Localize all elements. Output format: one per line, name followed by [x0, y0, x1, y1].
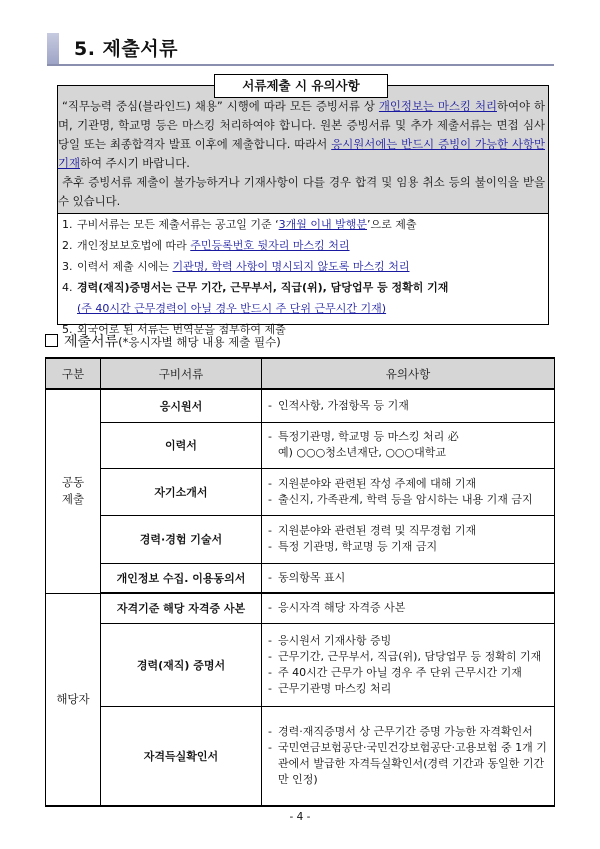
note-line: - 응시원서 기재사항 증빙: [268, 633, 392, 647]
doc-notes: [262, 623, 555, 706]
doc-name: 경력·경험 기술서: [101, 515, 262, 563]
header-notes: 유의사항: [262, 358, 555, 389]
notice-highlight-masking: 개인정보는 마스킹 처리: [378, 99, 497, 113]
notice-text: 하여 주시기 바랍니다.: [80, 156, 190, 170]
doc-notes: [262, 593, 555, 623]
rules-list: [62, 214, 547, 340]
note-line: - 특정기관명, 학교명 등 마스킹 처리 必: [268, 430, 459, 443]
doc-name: 자격기준 해당 자격증 사본: [101, 593, 262, 623]
rule-highlight: 주민등록번호 뒷자리 마스킹 처리: [190, 239, 350, 252]
table-row: [46, 422, 555, 468]
table-row: [46, 593, 555, 623]
table-row: [46, 706, 555, 806]
note-text: 근무기관명 마스킹 처리: [278, 681, 392, 695]
note-line: - 근무기관명 마스킹 처리: [268, 681, 392, 695]
note-text: 출신지, 가족관계, 학력 등을 암시하는 내용 기재 금지: [278, 492, 533, 506]
docs-title: 제출서류: [64, 334, 119, 350]
notice-paragraph-2: [58, 173, 545, 211]
rule-text: ’으로 제출: [367, 218, 417, 231]
table-row: [46, 515, 555, 563]
rule-highlight: (주 40시간 근무경력이 아닐 경우 반드시 주 단위 근무시간 기재): [77, 302, 387, 315]
note-text: 특정 기관명, 학교명 등 기재 금지: [278, 540, 438, 553]
note-text: 동의항목 표시: [278, 570, 346, 584]
rule-number: 4.: [62, 281, 73, 294]
note-line: - 응시자격 해당 자격증 사본: [268, 601, 406, 615]
note-line: - 출신지, 가족관계, 학력 등을 암시하는 내용 기재 금지: [268, 492, 533, 506]
note-text: 경력·재직증명서 상 근무기간 증명 가능한 자격확인서: [278, 724, 533, 738]
docs-subheader: [45, 331, 281, 351]
doc-notes: [262, 422, 555, 468]
notice-text: “직무능력 중심(블라인드) 채용” 시행에 따라 모든 증빙서류 상: [62, 99, 379, 113]
doc-name: 경력(재직) 증명서: [101, 623, 262, 706]
note-line: - 지원분야와 관련된 경력 및 직무경험 기재: [268, 524, 477, 537]
note-line: - 국민연금보험공단·국민건강보험공단·고용보험 중 1개 기관에서 발급한 자격득실확인서(경력 기간과 동일한 기간만 인정): [268, 740, 547, 786]
notice-tab-label: 서류제출 시 유의사항: [214, 74, 388, 98]
rule-item: [62, 256, 547, 277]
checkbox-icon: [45, 334, 58, 347]
note-line: - 지원분야와 관련된 작성 주제에 대해 기재: [268, 476, 477, 490]
note-line: [268, 445, 548, 461]
section-bar-decoration: [47, 33, 59, 64]
rule-number: 1.: [62, 218, 73, 231]
note-line: - 동의항목 표시: [268, 570, 346, 584]
note-line: - 경력·재직증명서 상 근무기간 증명 가능한 자격확인서: [268, 724, 533, 738]
note-text: 응시자격 해당 자격증 사본: [278, 601, 406, 615]
doc-notes: [262, 389, 555, 422]
doc-notes: [262, 468, 555, 515]
rule-number: 5.: [62, 323, 73, 336]
rule-text: 외국어로 된 서류는 번역문을 첨부하여 제출: [77, 323, 286, 336]
rule-number: 3.: [62, 260, 73, 273]
rule-text: 이력서 제출 시에는: [77, 260, 173, 273]
doc-name: 자격득실확인서: [101, 706, 262, 806]
notice-paragraph-1: [58, 97, 545, 173]
section-title: 5. 제출서류: [74, 38, 178, 60]
note-text: 예) ○○○청소년재단, ○○○대학교: [278, 446, 447, 459]
table-row: [46, 563, 555, 593]
table-header-row: [46, 358, 555, 389]
notice-highlight-verifiable: 응시원서에는 반드시 증빙이 가능한 사항만 기재: [58, 137, 546, 170]
note-line: - 특정 기관명, 학교명 등 기재 금지: [268, 540, 438, 553]
rule-number: 2.: [62, 239, 73, 252]
doc-name: 이력서: [101, 422, 262, 468]
note-text: 지원분야와 관련된 경력 및 직무경험 기재: [278, 524, 477, 537]
documents-table: [45, 357, 555, 807]
rule-highlight: 3개월 이내 발행분: [278, 218, 367, 231]
rule-item: [62, 277, 547, 298]
table-row: [46, 389, 555, 422]
note-line: - 인적사항, 가점항목 등 기재: [268, 398, 409, 412]
table-row: [46, 468, 555, 515]
table-row: [46, 623, 555, 706]
notice-content: [58, 97, 545, 211]
header-category: 구분: [46, 358, 101, 389]
note-text: 인적사항, 가점항목 등 기재: [278, 398, 409, 412]
rule-text: 개인정보보호법에 따라: [77, 239, 191, 252]
note-text: 근무기간, 근무부서, 직급(위), 담당업무 등 정확히 기재: [278, 649, 542, 663]
note-text: 국민연금보험공단·국민건강보험공단·고용보험 중 1개 기관에서 발급한 자격득실확인서(경력 기간과 동일한 기간만 인정): [278, 740, 547, 786]
note-text: 지원분야와 관련된 작성 주제에 대해 기재: [278, 476, 477, 490]
rule-subnote: [62, 298, 547, 319]
note-text: 특정기관명, 학교명 등 마스킹 처리 必: [278, 430, 459, 443]
note-text: 주 40시간 근무가 아닐 경우 주 단위 근무시간 기재: [278, 665, 522, 679]
docs-note: (*응시자별 해당 내용 제출 필수): [118, 335, 281, 349]
group-applicable: 해당자: [46, 593, 101, 806]
notice-text: 추후 증빙서류 제출이 불가능하거나 기재사항이 다를 경우 합격 및 임용 취소 등의 불이익을 받을 수 있습니다.: [58, 175, 546, 208]
note-line: - 주 40시간 근무가 아닐 경우 주 단위 근무시간 기재: [268, 665, 522, 679]
doc-name: 응시원서: [101, 389, 262, 422]
doc-notes: [262, 706, 555, 806]
rule-item: [62, 214, 547, 235]
note-text: 응시원서 기재사항 증빙: [278, 633, 392, 647]
page-number: - 4 -: [289, 811, 311, 823]
rule-text: 경력(재직)증명서는 근무 기간, 근무부서, 직급(위), 담당업무 등 정확히 기재: [77, 281, 449, 294]
rule-text: 구비서류는 모든 제출서류는 공고일 기준 ‘: [77, 218, 279, 231]
section-header: [47, 31, 554, 66]
note-line: - 근무기간, 근무부서, 직급(위), 담당업무 등 정확히 기재: [268, 649, 542, 663]
header-document: 구비서류: [101, 358, 262, 389]
doc-notes: [262, 563, 555, 593]
doc-notes: [262, 515, 555, 563]
rule-item: [62, 235, 547, 256]
notice-text: 하여야 하며, 기관명, 학교명 등은 마스킹 처리하여야 합니다. 원본 증빙서류 및 추가 제출서류는 면접 심사 당일 또는 최종합격자 발표 이후에 제출합니다. 따라서: [58, 99, 545, 151]
doc-name: 자기소개서: [101, 468, 262, 515]
rule-highlight: 기관명, 학력 사항이 명시되지 않도록 마스킹 처리: [172, 260, 410, 273]
doc-name: 개인정보 수집. 이용동의서: [101, 563, 262, 593]
group-common: 공동 제출: [46, 389, 101, 593]
